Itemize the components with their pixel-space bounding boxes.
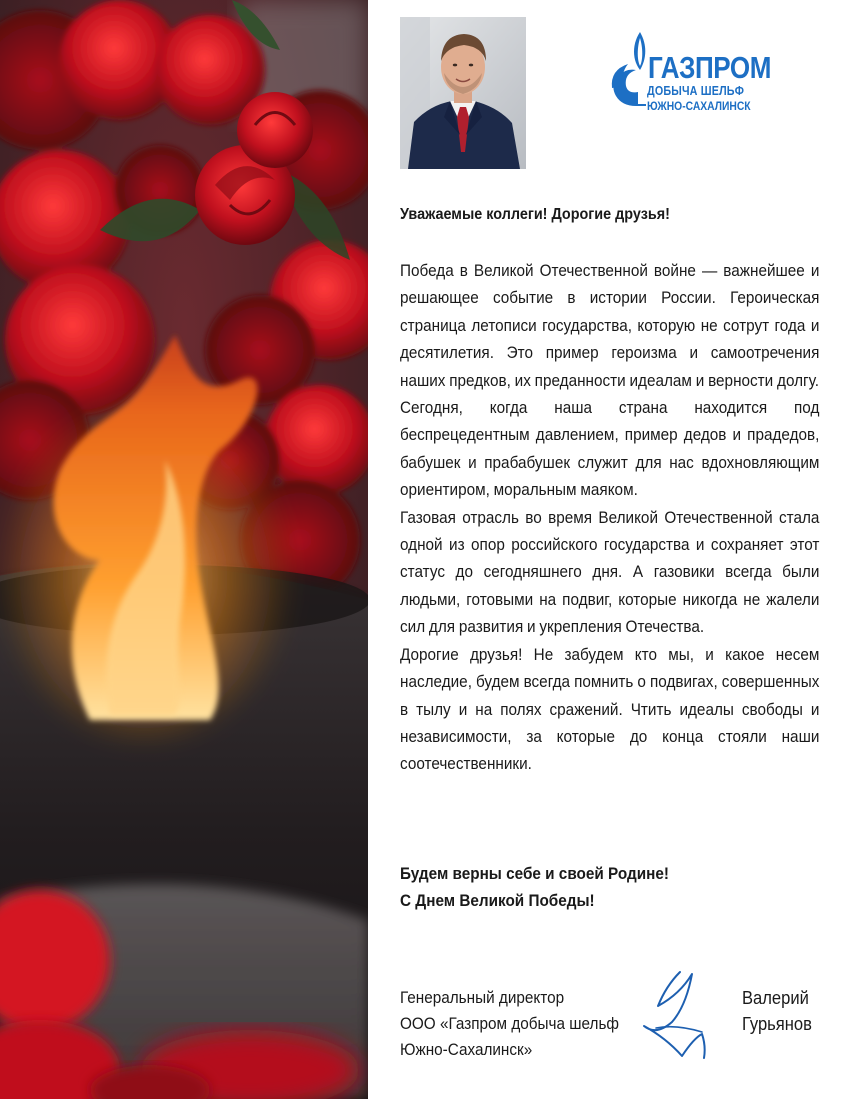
eternal-flame-photo	[0, 0, 368, 1099]
signer-position	[400, 985, 670, 1063]
eternal-flame-image	[0, 0, 368, 1099]
letter-paragraph: Сегодня, когда наша страна находится под беспрецедентным давлением, пример дедов и прадедов, бабушек и прабабушек служит для нас вдохновляющим ориентиром, моральным маяком.	[400, 398, 820, 500]
letter-paragraph: Газовая отрасль во время Великой Отечественной стала одной из опор российского государства и сохраняет этот статус до сегодняшнего дня. А газовики всегда были людьми, готовыми на подвиг, которые никогда не жалели сил для развития и укрепления Отечества.	[400, 507, 820, 637]
signer-first-name: Валерий	[742, 988, 809, 1008]
letter-greeting: Уважаемые коллеги! Дорогие друзья!	[400, 206, 670, 223]
logo-city: ЮЖНО-САХАЛИНСК	[647, 99, 751, 113]
letter-paragraph: Дорогие друзья! Не забудем кто мы, и какое несем наследие, будем всегда помнить о подвигах, совершенных в тылу и на полях сражений. Чтить идеалы свободы и независимости, за которые до конца стояли наши соотечественники.	[400, 644, 820, 774]
position-line: Генеральный директор	[400, 988, 565, 1007]
logo-subsidiary: ДОБЫЧА ШЕЛЬФ	[647, 84, 745, 98]
position-line: ООО «Газпром добыча шельф	[400, 1014, 620, 1033]
letter-body	[400, 257, 820, 778]
director-portrait	[400, 17, 526, 169]
closing-line: Будем верны себе и своей Родине!	[400, 864, 669, 883]
gazprom-flame-logo-icon	[606, 30, 654, 110]
gazprom-dobycha-shelf-logo	[606, 30, 776, 120]
letter-paragraph: Победа в Великой Отечественной войне — важнейшее и решающее событие в истории России. Героическая страница летописи государства, которую не сотрут года и десятилетия. Это пример героизма и самоотречения наших предков, их преданности идеалам и верности долгу.	[400, 261, 820, 390]
closing-line: С Днем Великой Победы!	[400, 891, 595, 910]
portrait-image	[400, 17, 526, 169]
position-line: Южно-Сахалинск»	[400, 1040, 533, 1059]
signer-name	[742, 985, 812, 1037]
handwritten-signature	[636, 966, 716, 1066]
letter-closing	[400, 860, 823, 914]
logo-wordmark: ГАЗПРОМ	[648, 50, 771, 85]
signer-last-name: Гурьянов	[742, 1014, 812, 1034]
